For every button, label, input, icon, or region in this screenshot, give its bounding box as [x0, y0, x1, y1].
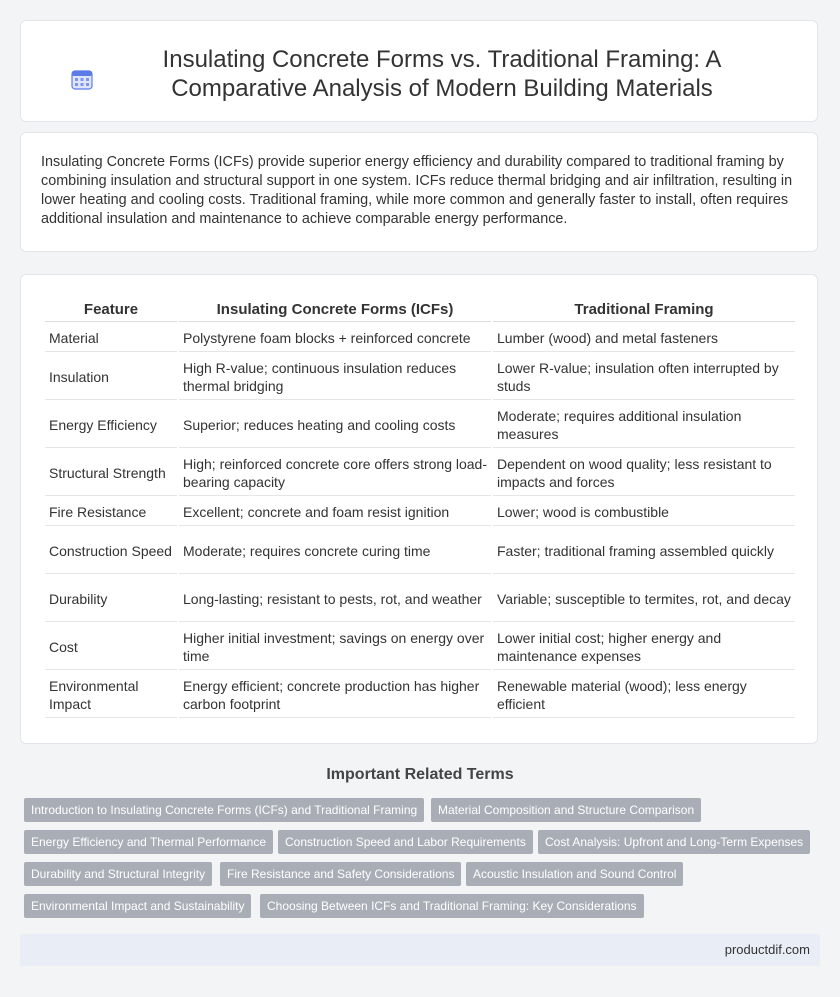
table-row [45, 324, 795, 352]
header-feature: Feature [45, 297, 177, 322]
cell-traditional: Dependent on wood quality; less resistant to impacts and forces [493, 450, 795, 496]
cell-traditional: Faster; traditional framing assembled quickly [493, 528, 795, 574]
comparison-card [20, 274, 818, 744]
comparison-table [43, 295, 797, 720]
table-row [45, 354, 795, 400]
cell-traditional: Moderate; requires additional insulation measures [493, 402, 795, 448]
table-row [45, 672, 795, 718]
cell-traditional: Lower R-value; insulation often interrupted by studs [493, 354, 795, 400]
cell-traditional: Lower; wood is combustible [493, 498, 795, 526]
related-terms-title: Important Related Terms [326, 766, 514, 783]
table-row [45, 402, 795, 448]
cell-feature: Cost [45, 624, 177, 670]
related-tag[interactable]: Energy Efficiency and Thermal Performance [24, 830, 273, 854]
cell-feature: Energy Efficiency [45, 402, 177, 448]
intro-paragraph: Insulating Concrete Forms (ICFs) provide superior energy efficiency and durability compared to traditional framing by combining insulation and structural support in one system. ICFs reduce thermal bridging and air infiltration, resulting in lower heating and cooling costs. Traditional framing, while more common and generally faster to install, often requires additional insulation and maintenance to achieve comparable energy performance. [41, 154, 793, 227]
cell-icf: Moderate; requires concrete curing time [179, 528, 491, 574]
header-traditional: Traditional Framing [493, 297, 795, 322]
table-header-row [45, 297, 795, 322]
calendar-icon [70, 67, 94, 91]
related-tag[interactable]: Acoustic Insulation and Sound Control [466, 862, 683, 886]
title-card [20, 20, 818, 122]
related-tag[interactable]: Construction Speed and Labor Requirements [278, 830, 533, 854]
cell-feature: Material [45, 324, 177, 352]
cell-traditional: Lumber (wood) and metal fasteners [493, 324, 795, 352]
related-tag[interactable]: Environmental Impact and Sustainability [24, 894, 251, 918]
cell-feature: Environmental Impact [45, 672, 177, 718]
related-tag[interactable]: Introduction to Insulating Concrete Forms (ICFs) and Traditional Framing [24, 798, 424, 822]
cell-traditional: Variable; susceptible to termites, rot, and decay [493, 576, 795, 622]
table-row [45, 498, 795, 526]
cell-traditional: Renewable material (wood); less energy efficient [493, 672, 795, 718]
cell-feature: Durability [45, 576, 177, 622]
cell-icf: Superior; reduces heating and cooling costs [179, 402, 491, 448]
footer-site[interactable]: productdif.com [724, 942, 810, 957]
cell-feature: Construction Speed [45, 528, 177, 574]
header-icf: Insulating Concrete Forms (ICFs) [179, 297, 491, 322]
cell-icf: Energy efficient; concrete production has higher carbon footprint [179, 672, 491, 718]
cell-feature: Structural Strength [45, 450, 177, 496]
cell-icf: Excellent; concrete and foam resist ignition [179, 498, 491, 526]
table-row [45, 450, 795, 496]
related-tag[interactable]: Cost Analysis: Upfront and Long-Term Expenses [538, 830, 810, 854]
related-tag[interactable]: Fire Resistance and Safety Considerations [220, 862, 461, 886]
cell-feature: Insulation [45, 354, 177, 400]
cell-icf: Long-lasting; resistant to pests, rot, and weather [179, 576, 491, 622]
table-row [45, 576, 795, 622]
cell-feature: Fire Resistance [45, 498, 177, 526]
related-tag[interactable]: Durability and Structural Integrity [24, 862, 212, 886]
cell-icf: High; reinforced concrete core offers strong load-bearing capacity [179, 450, 491, 496]
footer [20, 934, 820, 966]
related-tag[interactable]: Material Composition and Structure Comparison [431, 798, 701, 822]
cell-icf: Polystyrene foam blocks + reinforced concrete [179, 324, 491, 352]
page-title: Insulating Concrete Forms vs. Traditional Framing: A Comparative Analysis of Modern Building Materials [162, 46, 722, 102]
cell-traditional: Lower initial cost; higher energy and maintenance expenses [493, 624, 795, 670]
cell-icf: Higher initial investment; savings on energy over time [179, 624, 491, 670]
table-row [45, 624, 795, 670]
table-row [45, 528, 795, 574]
intro-card [20, 132, 818, 252]
cell-icf: High R-value; continuous insulation reduces thermal bridging [179, 354, 491, 400]
related-tag[interactable]: Choosing Between ICFs and Traditional Framing: Key Considerations [260, 894, 644, 918]
